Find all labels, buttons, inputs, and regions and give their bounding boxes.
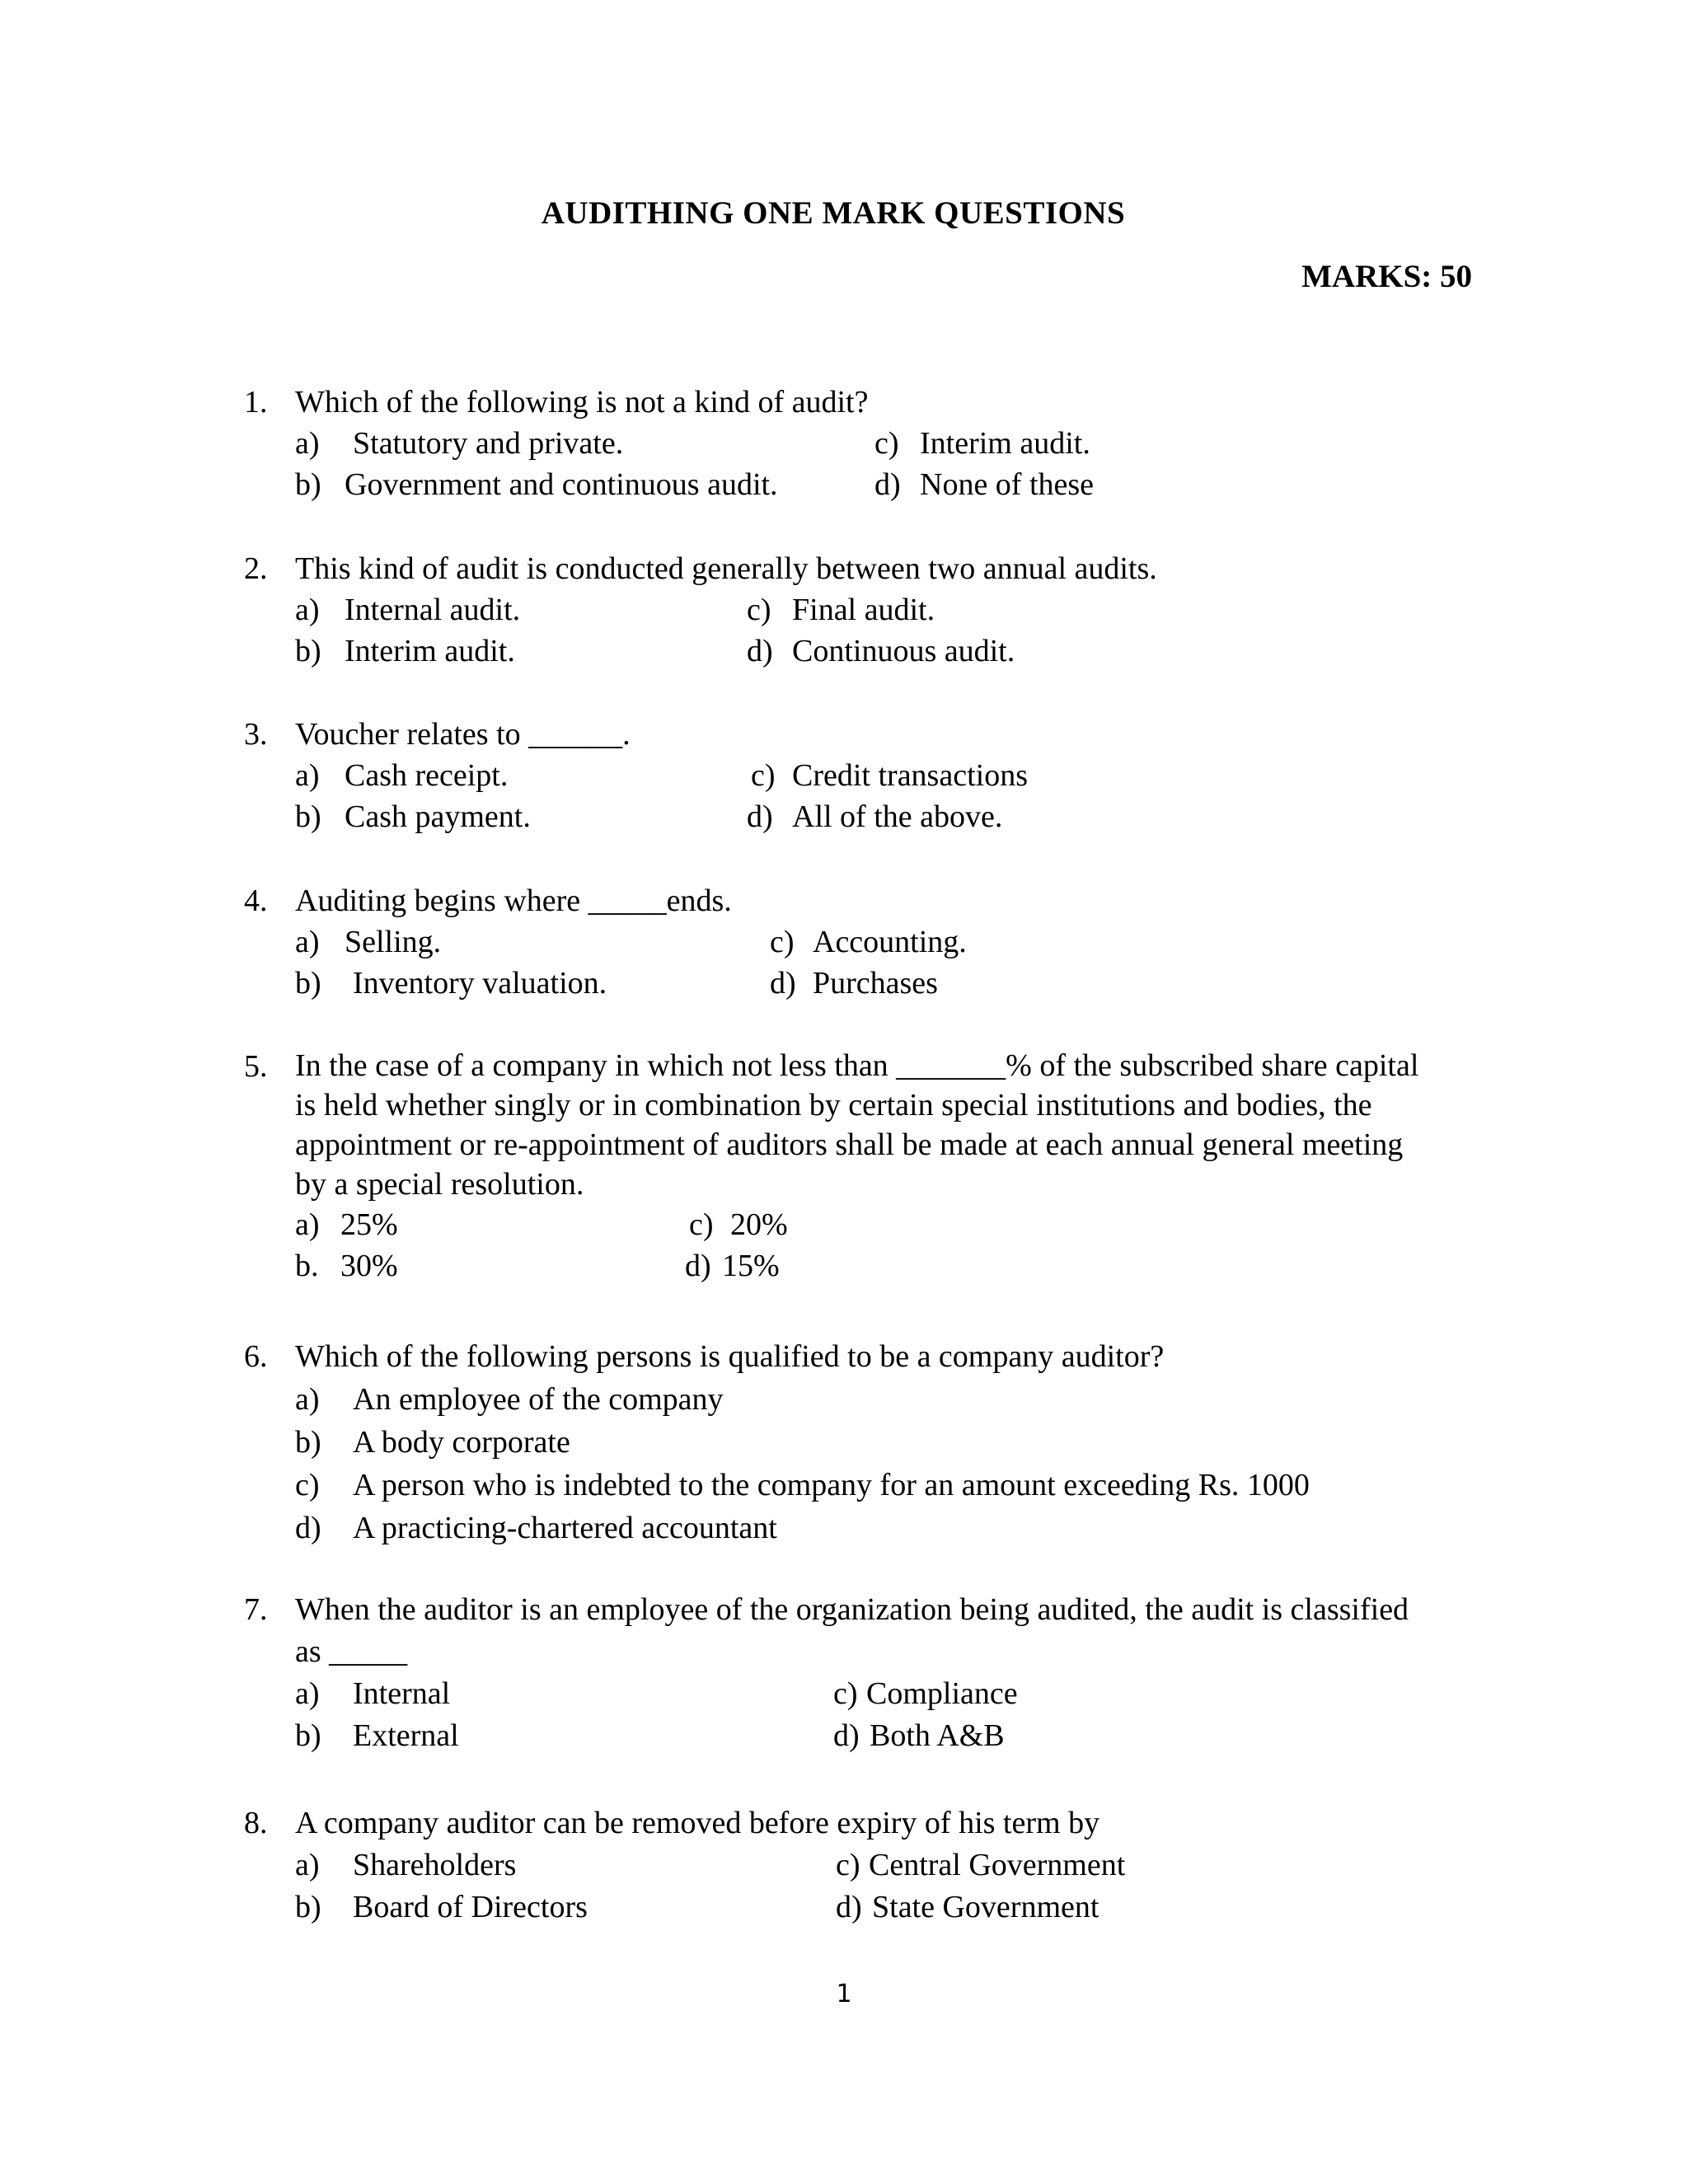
option-label: d) xyxy=(747,799,773,834)
option-label: b) xyxy=(295,467,321,502)
stem-line: by a special resolution. xyxy=(295,1167,584,1202)
option-label: b. xyxy=(295,1249,319,1283)
options-row xyxy=(244,1245,1480,1286)
question-2 xyxy=(244,548,1480,672)
option-text: 15% xyxy=(722,1249,780,1283)
option-label: a) xyxy=(295,758,320,793)
option-label: a) xyxy=(295,925,320,959)
option-d xyxy=(874,464,1094,505)
options-row xyxy=(244,589,1480,630)
stem-line: In the case of a company in which not less than _______% of the subscribed share capital xyxy=(295,1048,1419,1083)
option-label: b) xyxy=(295,1718,321,1753)
option-label: d) xyxy=(295,1511,321,1545)
option-c xyxy=(295,1464,1310,1507)
question-6 xyxy=(244,1335,1480,1549)
question-stem: Auditing begins where _____ends. xyxy=(295,883,732,918)
option-text: A body corporate xyxy=(353,1425,570,1460)
option-b xyxy=(295,630,515,672)
question-stem: Which of the following is not a kind of audit? xyxy=(295,385,869,419)
question-7 xyxy=(244,1589,1480,1757)
question-number: 4. xyxy=(244,883,268,918)
option-label: d) xyxy=(836,1890,862,1924)
option-d xyxy=(747,630,1015,672)
question-8 xyxy=(244,1802,1480,1929)
option-text: Compliance xyxy=(866,1676,1018,1711)
question-5 xyxy=(244,1046,1480,1286)
option-label: a) xyxy=(295,426,320,461)
option-text: None of these xyxy=(920,467,1095,502)
option-label: c) xyxy=(751,758,776,793)
option-d xyxy=(836,1886,1099,1929)
stem-line: appointment or re-appointment of auditors shall be made at each annual general meeting xyxy=(295,1127,1404,1162)
options-row xyxy=(244,464,1480,505)
option-c xyxy=(770,921,967,963)
option-text: Credit transactions xyxy=(792,758,1028,793)
option-label: c) xyxy=(689,1207,714,1242)
option-b xyxy=(295,1245,398,1286)
option-label: a) xyxy=(295,1848,320,1882)
option-label: b) xyxy=(295,1890,321,1924)
question-stem: This kind of audit is conducted generally between two annual audits. xyxy=(295,551,1157,586)
options-row xyxy=(244,796,1480,837)
question-stem: Which of the following persons is qualified to be a company auditor? xyxy=(295,1339,1165,1374)
option-text: All of the above. xyxy=(792,799,1003,834)
option-text: Central Government xyxy=(869,1848,1126,1882)
document-title: AUDITHING ONE MARK QUESTIONS xyxy=(541,195,1126,231)
option-text: Purchases xyxy=(813,966,938,1001)
page-number: 1 xyxy=(836,1980,852,2008)
option-label: d) xyxy=(685,1249,711,1283)
option-label: a) xyxy=(295,1207,320,1242)
option-label: c) xyxy=(770,925,795,959)
option-text: Interim audit. xyxy=(920,426,1090,461)
option-label: b) xyxy=(295,966,321,1001)
options-row xyxy=(244,963,1480,1004)
option-d xyxy=(295,1507,777,1549)
option-a xyxy=(295,1378,724,1421)
option-text: Cash receipt. xyxy=(345,758,509,793)
option-text: Interim audit. xyxy=(345,634,515,668)
option-a xyxy=(295,589,520,630)
option-a xyxy=(295,921,441,963)
option-a xyxy=(295,1673,450,1715)
option-label: b) xyxy=(295,799,321,834)
option-d xyxy=(770,963,938,1004)
stem-line: When the auditor is an employee of the organization being audited, the audit is classified xyxy=(295,1592,1409,1627)
option-b xyxy=(295,796,531,837)
options-row xyxy=(244,1507,1480,1549)
option-text: Continuous audit. xyxy=(792,634,1015,668)
option-label: a) xyxy=(295,593,320,627)
option-b xyxy=(295,1886,588,1929)
option-text: External xyxy=(353,1718,459,1753)
option-label: b) xyxy=(295,634,321,668)
options-row xyxy=(244,755,1480,796)
option-a xyxy=(295,1204,398,1245)
option-a xyxy=(295,423,623,464)
options-row xyxy=(244,630,1480,672)
option-d xyxy=(833,1715,1005,1757)
option-text: An employee of the company xyxy=(353,1382,724,1417)
options-row xyxy=(244,1715,1480,1757)
options-row xyxy=(244,1844,1480,1886)
option-text: Inventory valuation. xyxy=(353,966,607,1001)
question-stem: A company auditor can be removed before expiry of his term by xyxy=(295,1806,1100,1840)
option-text: State Government xyxy=(872,1890,1100,1924)
option-text: Internal xyxy=(353,1676,451,1711)
option-text: Internal audit. xyxy=(345,593,521,627)
question-1 xyxy=(244,382,1480,505)
option-d xyxy=(747,796,1002,837)
options-row xyxy=(244,921,1480,963)
option-c xyxy=(833,1673,1018,1715)
option-text: Accounting. xyxy=(813,925,967,959)
option-text: Government and continuous audit. xyxy=(345,467,778,502)
option-label: c) xyxy=(295,1468,320,1502)
options-row xyxy=(244,1204,1480,1245)
question-number: 5. xyxy=(244,1049,268,1084)
option-label: c) xyxy=(833,1676,858,1711)
option-label: d) xyxy=(770,966,796,1001)
question-4 xyxy=(244,880,1480,1004)
option-label: b) xyxy=(295,1425,321,1460)
question-stem xyxy=(295,1046,1480,1204)
option-b xyxy=(295,1421,570,1464)
option-c xyxy=(836,1844,1125,1886)
options-row xyxy=(244,1421,1480,1464)
option-d xyxy=(685,1245,780,1286)
option-text: 30% xyxy=(340,1249,398,1283)
option-label: d) xyxy=(747,634,773,668)
option-c xyxy=(751,755,1028,796)
option-text: A person who is indebted to the company for an amount exceeding Rs. 1000 xyxy=(353,1468,1310,1502)
option-a xyxy=(295,755,508,796)
options-row xyxy=(244,1464,1480,1507)
question-stem xyxy=(295,1589,1480,1673)
option-b xyxy=(295,963,607,1004)
options-row xyxy=(244,1378,1480,1421)
option-c xyxy=(874,423,1090,464)
question-number: 3. xyxy=(244,717,268,752)
option-label: c) xyxy=(747,593,771,627)
option-label: d) xyxy=(833,1718,860,1753)
option-text: Cash payment. xyxy=(345,799,531,834)
option-a xyxy=(295,1844,516,1886)
question-number: 2. xyxy=(244,551,268,586)
option-text: Statutory and private. xyxy=(353,426,624,461)
option-text: Shareholders xyxy=(353,1848,517,1882)
option-b xyxy=(295,464,778,505)
option-label: a) xyxy=(295,1382,320,1417)
stem-line: is held whether singly or in combination by certain special institutions and bodies, the xyxy=(295,1088,1372,1122)
option-text: Both A&B xyxy=(870,1718,1005,1753)
options-row xyxy=(244,423,1480,464)
option-b xyxy=(295,1715,459,1757)
question-number: 1. xyxy=(244,385,268,419)
option-c xyxy=(689,1204,788,1245)
option-text: A practicing-chartered accountant xyxy=(353,1511,777,1545)
option-text: Final audit. xyxy=(792,593,935,627)
option-c xyxy=(747,589,935,630)
total-marks: MARKS: 50 xyxy=(1301,259,1472,294)
options-row xyxy=(244,1886,1480,1929)
options-row xyxy=(244,1673,1480,1715)
question-number: 8. xyxy=(244,1806,268,1840)
option-text: 25% xyxy=(340,1207,398,1242)
stem-line: as _____ xyxy=(295,1634,408,1669)
question-3 xyxy=(244,714,1480,837)
option-text: 20% xyxy=(730,1207,788,1242)
option-label: d) xyxy=(874,467,901,502)
option-text: Selling. xyxy=(345,925,442,959)
option-label: a) xyxy=(295,1676,320,1711)
question-stem: Voucher relates to ______. xyxy=(295,717,631,752)
question-number: 7. xyxy=(244,1592,268,1627)
question-number: 6. xyxy=(244,1339,268,1374)
option-text: Board of Directors xyxy=(353,1890,588,1924)
option-label: c) xyxy=(874,426,899,461)
option-label: c) xyxy=(836,1848,860,1882)
